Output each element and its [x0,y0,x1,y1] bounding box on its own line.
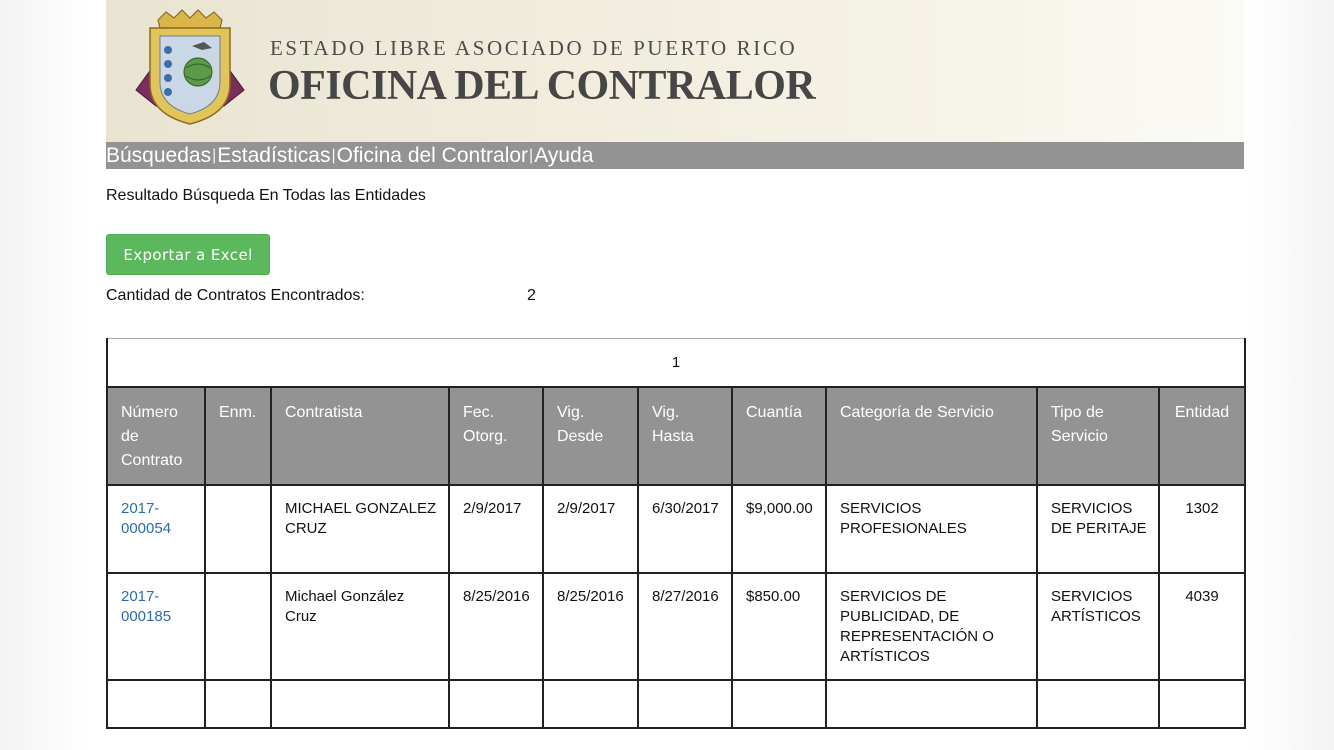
empty-cell [107,680,205,728]
cell-fec-otorg: 8/25/2016 [449,573,543,680]
header-subtitle: ESTADO LIBRE ASOCIADO DE PUERTO RICO [270,36,798,60]
cell-contratista: Michael González Cruz [271,573,449,680]
cell-vig-hasta: 8/27/2016 [638,573,732,680]
cell-fec-otorg: 2/9/2017 [449,485,543,573]
nav-separator: | [331,146,336,164]
export-excel-button[interactable]: Exportar a Excel [106,234,270,275]
cell-cuantia: $9,000.00 [732,485,826,573]
empty-cell [1159,680,1245,728]
cell-entidad: 1302 [1159,485,1245,573]
column-header-enm: Enm. [205,387,271,485]
cell-categoria-de-servicio: SERVICIOS DE PUBLICIDAD, DE REPRESENTACIÓN O ARTÍSTICOS [826,573,1037,680]
cell-cuantia: $850.00 [732,573,826,680]
column-header-cuantia: Cuantía [732,387,826,485]
empty-cell [1037,680,1159,728]
empty-cell [732,680,826,728]
empty-cell [638,680,732,728]
table-header-row [107,387,1245,485]
cell-numero-de-contrato [107,573,205,680]
cell-vig-desde: 8/25/2016 [543,573,638,680]
header-banner [106,0,1244,142]
empty-cell [449,680,543,728]
cell-entidad: 4039 [1159,573,1245,680]
contract-count-value: 2 [527,287,536,304]
results-table-wrapper [106,338,1244,729]
table-row [107,573,1245,680]
table-row [107,485,1245,573]
empty-cell [271,680,449,728]
cell-contratista: MICHAEL GONZALEZ CRUZ [271,485,449,573]
column-header-tipo-de-servicio: Tipo de Servicio [1037,387,1159,485]
cell-categoria-de-servicio: SERVICIOS PROFESIONALES [826,485,1037,573]
nav-separator: | [212,146,217,164]
table-row-empty [107,680,1245,728]
results-table [106,338,1246,729]
cell-enm [205,485,271,573]
cell-tipo-de-servicio: SERVICIOS ARTÍSTICOS [1037,573,1159,680]
cell-vig-desde: 2/9/2017 [543,485,638,573]
cell-vig-hasta: 6/30/2017 [638,485,732,573]
nav-item-estadisticas[interactable]: Estadísticas [217,143,331,167]
empty-cell [205,680,271,728]
column-header-categoria-de-servicio: Categoría de Servicio [826,387,1037,485]
cell-tipo-de-servicio: SERVICIOS DE PERITAJE [1037,485,1159,573]
top-nav [106,142,1244,169]
contract-number-link[interactable]: 2017-000054 [121,499,172,537]
cell-enm [205,573,271,680]
coat-of-arms-seal-icon [130,6,250,128]
pagination-page-1[interactable]: 1 [107,339,1245,387]
header-title: OFICINA DEL CONTRALOR [268,63,816,109]
contract-count-label: Cantidad de Contratos Encontrados: [106,287,365,304]
column-header-fec-otorg: Fec. Otorg. [449,387,543,485]
column-header-vig-hasta: Vig. Hasta [638,387,732,485]
nav-item-oficina-del-contralor[interactable]: Oficina del Contralor [336,143,529,167]
empty-cell [543,680,638,728]
empty-cell [826,680,1037,728]
column-header-numero-de-contrato: Número de Contrato [107,387,205,485]
column-header-entidad: Entidad [1159,387,1245,485]
nav-separator: | [529,146,534,164]
nav-item-busquedas[interactable]: Búsquedas [106,143,212,167]
contract-number-link[interactable]: 2017-000185 [121,587,172,625]
result-title: Resultado Búsqueda En Todas las Entidades [106,187,426,204]
nav-item-ayuda[interactable]: Ayuda [534,143,594,167]
column-header-contratista: Contratista [271,387,449,485]
cell-numero-de-contrato [107,485,205,573]
column-header-vig-desde: Vig. Desde [543,387,638,485]
